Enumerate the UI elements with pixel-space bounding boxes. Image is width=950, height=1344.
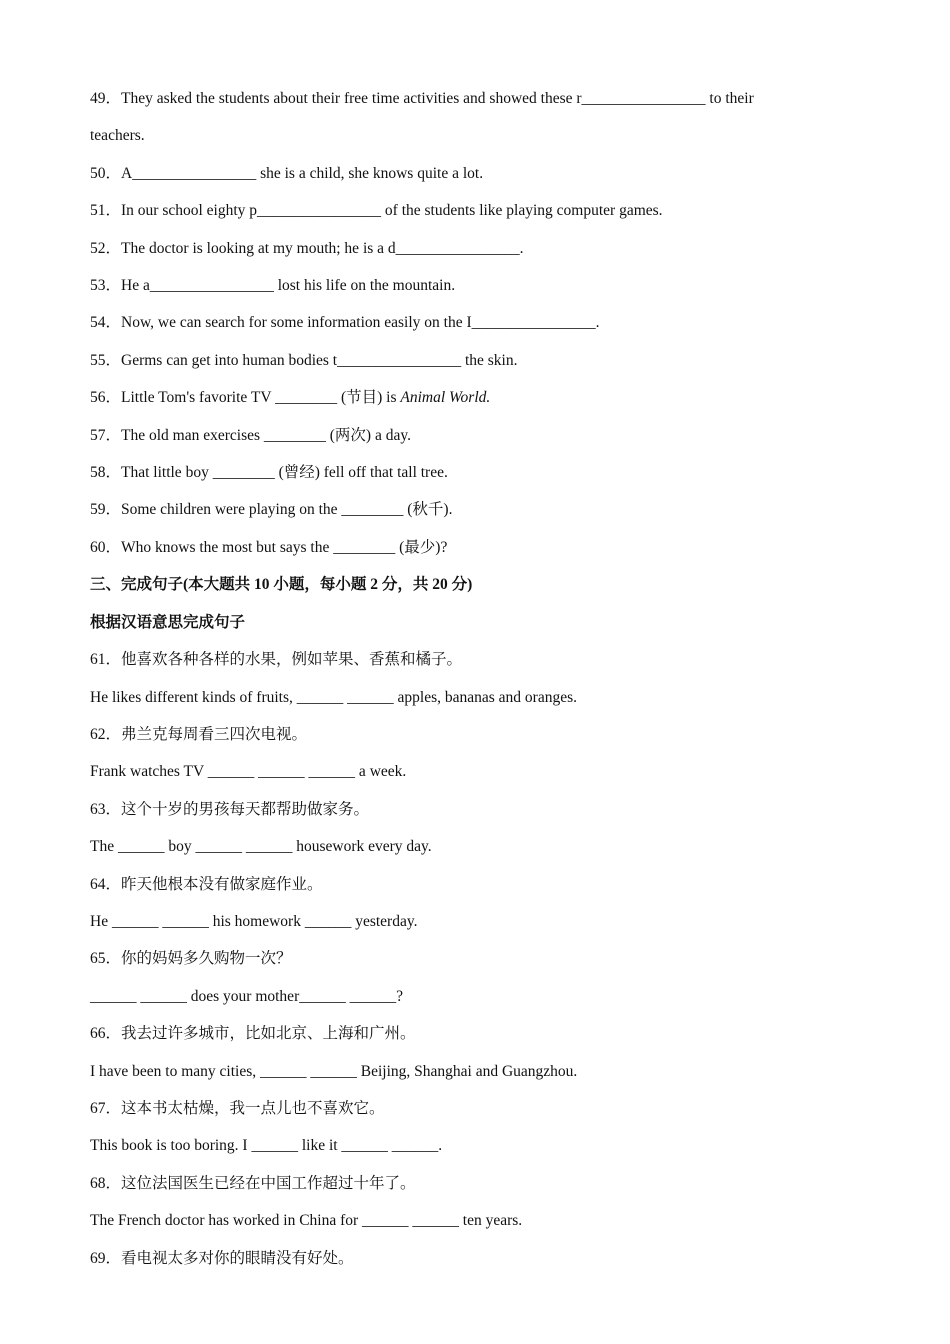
question-66-chinese: 66．我去过许多城市，比如北京、上海和广州。 (90, 1025, 416, 1043)
question-49-line-2: teachers. (90, 127, 145, 145)
question-67-chinese: 67．这本书太枯燥，我一点儿也不喜欢它。 (90, 1099, 385, 1117)
question-56-text: 56．Little Tom's favorite TV ________ (节目) is (90, 389, 401, 407)
question-51: 51．In our school eighty p________________ of the students like playing computer games. (90, 202, 663, 220)
question-56-italic-title: Animal World. (400, 389, 491, 407)
question-61-english: He likes different kinds of fruits, ______ ______ apples, bananas and oranges. (90, 688, 577, 706)
question-52: 52．The doctor is looking at my mouth; he is a d________________. (90, 239, 524, 257)
question-68-chinese: 68．这位法国医生已经在中国工作超过十年了。 (90, 1174, 416, 1192)
question-59: 59．Some children were playing on the ________ (秋千). (90, 501, 453, 519)
question-65-english: ______ ______ does your mother______ ______? (90, 987, 403, 1005)
question-62-english: Frank watches TV ______ ______ ______ a week. (90, 763, 407, 781)
question-64-english: He ______ ______ his homework ______ yesterday. (90, 912, 418, 930)
question-54: 54．Now, we can search for some information easily on the I________________. (90, 314, 600, 332)
question-63-chinese: 63．这个十岁的男孩每天都帮助做家务。 (90, 800, 370, 818)
question-49-line-1: 49．They asked the students about their free time activities and showed these r________________ to their (90, 90, 754, 107)
question-68-english: The French doctor has worked in China for ______ ______ ten years. (90, 1212, 523, 1230)
worksheet-content (90, 80, 830, 1277)
question-67-english: This book is too boring. I ______ like it ______ ______. (90, 1137, 443, 1155)
question-50: 50．A________________ she is a child, she knows quite a lot. (90, 164, 484, 182)
question-66-english: I have been to many cities, ______ ______ Beijing, Shanghai and Guangzhou. (90, 1062, 578, 1080)
question-63-english: The ______ boy ______ ______ housework every day. (90, 838, 432, 856)
question-60: 60．Who knows the most but says the ________ (最少)? (90, 538, 448, 556)
question-55: 55．Germs can get into human bodies t________________ the skin. (90, 351, 518, 369)
question-64-chinese: 64．昨天他根本没有做家庭作业。 (90, 875, 323, 893)
question-56 (90, 379, 830, 416)
section-3-instruction: 根据汉语意思完成句子 (90, 613, 246, 631)
section-3-heading: 三、完成句子(本大题共 10 小题，每小题 2 分，共 20 分) (90, 576, 473, 594)
question-53: 53．He a________________ lost his life on the mountain. (90, 277, 456, 295)
question-57: 57．The old man exercises ________ (两次) a day. (90, 426, 411, 444)
question-61-chinese: 61．他喜欢各种各样的水果，例如苹果、香蕉和橘子。 (90, 651, 463, 669)
question-65-chinese: 65．你的妈妈多久购物一次？ (90, 950, 292, 968)
question-69-chinese: 69．看电视太多对你的眼睛没有好处。 (90, 1249, 354, 1267)
question-58: 58．That little boy ________ (曾经) fell off that tall tree. (90, 464, 448, 482)
question-62-chinese: 62．弗兰克每周看三四次电视。 (90, 725, 308, 743)
